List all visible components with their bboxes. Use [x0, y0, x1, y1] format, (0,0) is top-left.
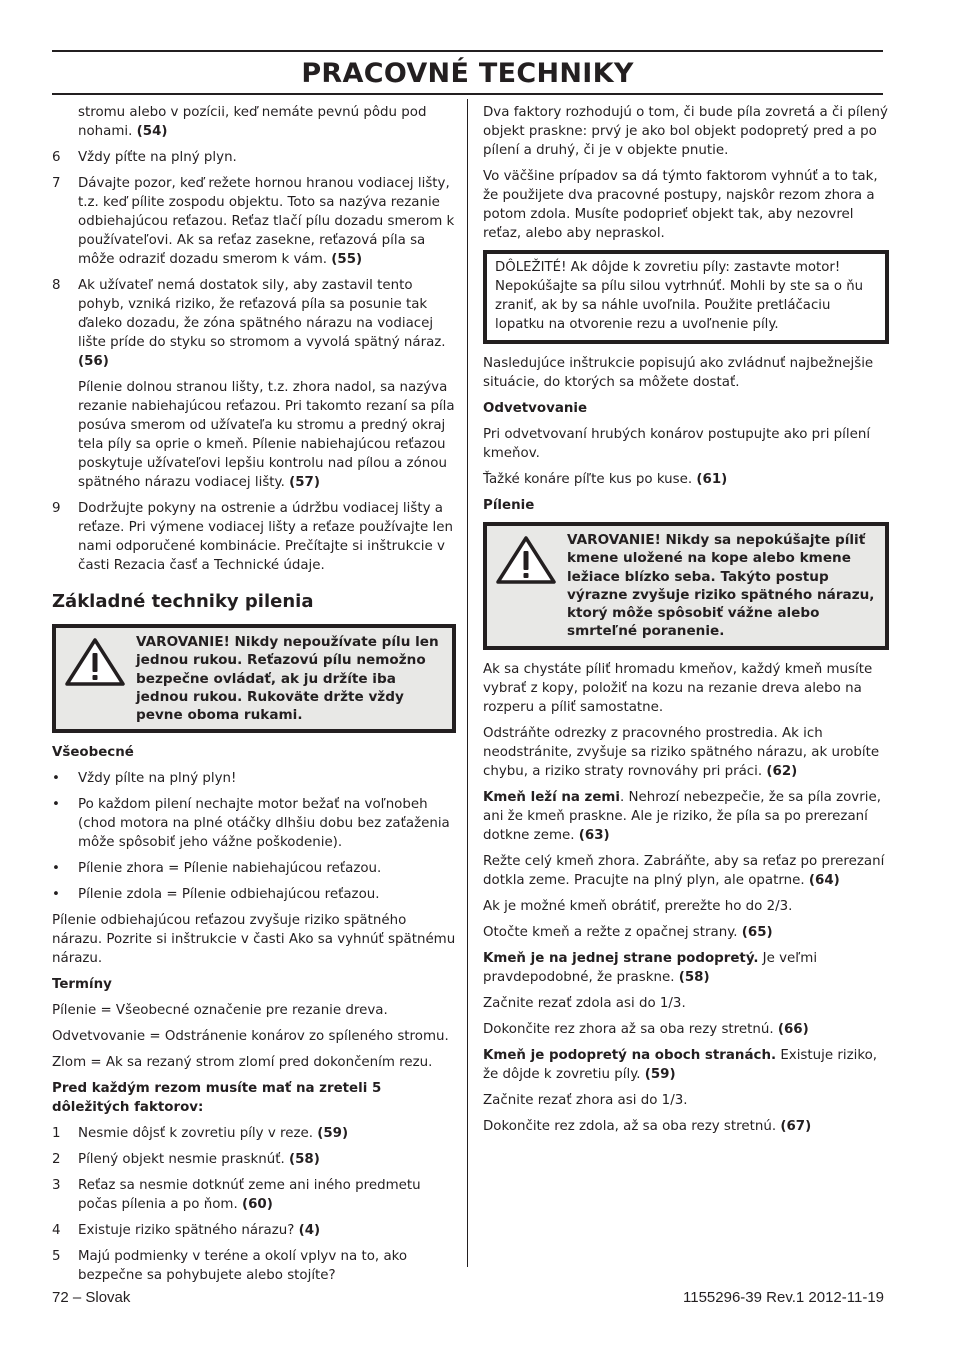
paragraph: Dokončite rez zhora až sa oba rezy stretnú. (66) [483, 1021, 809, 1037]
factor-item: 1 Nesmie dôjsť k zovretiu píly v reze. (59) [52, 1126, 349, 1142]
paragraph: Ak je možné kmeň obrátiť, prerežte ho do 2/3. [483, 898, 793, 914]
term-item: Zlom = Ak sa rezaný strom zlomí pred dokončením rezu. [52, 1055, 433, 1071]
paragraph: Vo väčšine prípadov sa dá týmto faktorom vyhnúť a to tak, že použijete dva pracovné postupy, najskôr rezom zhora a potom zdola. Musíte podoprieť objekt tak, aby nezovrel reťaz, alebo aby nepraskol. [483, 169, 878, 241]
list-item: 6 Vždy píťte na plný plyn. [52, 150, 237, 165]
list-item: 9 Dodržujte pokyny na ostrenie a údržbu vodiacej lišty a reťaze. Pri výmene vodiacej lišty a reťaze používajte len nami odporučené kombinácie. Prečítajte si inštrukcie v časti Rezacia časť a Technické údaje. [52, 501, 453, 573]
warning-box [483, 522, 889, 650]
left-column [52, 103, 456, 1292]
warning-text: VAROVANIE! Nikdy nepoužívate pílu len jednou rukou. Reťazovú pílu nemožno bezpečne ovládať, ak ju držíte iba jednou rukou. Rukoväte držte vždy pevne oboma rukami. [136, 634, 439, 724]
subheading-terms: Termíny [52, 977, 112, 993]
paragraph: Režte celý kmeň zhora. Zabráňte, aby sa reťaz po prerezaní dotkla zeme. Pracujte na plný plyn, ale opatrne. (64) [483, 853, 885, 888]
factor-item: 3 Reťaz sa nesmie dotknúť zeme ani iného predmetu počas pílenia a po ňom. (60) [52, 1178, 421, 1213]
bullet-item: • Pílenie zdola = Pílenie odbiehajúcou reťazou. [52, 887, 380, 903]
section-title: Základné techniky pilenia [52, 591, 314, 612]
paragraph: Pri odvetvovaní hrubých konárov postupujte ako pri pílení kmeňov. [483, 427, 871, 461]
paragraph: Odstráňte odrezky z pracovného prostredia. Ak ich neodstránite, zvyšuje sa riziko spätného nárazu, ak urobíte chybu, a riziko straty rovnováhy pri práci. (62) [483, 725, 880, 779]
subheading-factors: Pred každým rezom musíte mať na zreteli 5 dôležitých faktorov: [52, 1081, 382, 1116]
paragraph: Nasledujúce inštrukcie popisujú ako zvládnuť najbežnejšie situácie, do ktorých sa môžete dostať. [483, 356, 874, 390]
paragraph: Kmeň leží na zemi. Nehrozí nebezpečie, že sa píla zovrie, ani že kmeň praskne. Ale je riziko, že píla sa po prerezaní dotkne zeme. (63) [483, 789, 881, 843]
term-item: Pílenie = Všeobecné označenie pre rezanie dreva. [52, 1003, 388, 1019]
subheading-cutting: Pílenie [483, 498, 535, 513]
warning-triangle-icon [495, 531, 567, 641]
paragraph: Začnite rezať zdola asi do 1/3. [483, 995, 686, 1011]
list-item: 8 Ak užívateľ nemá dostatok sily, aby zastavil tento pohyb, vzniká riziko, že reťazová píla sa posunie tak ďaleko dozadu, že zóna spätného nárazu na vodiacej lište príde do styku so stromom a vyvolá spätný náraz. (56) [52, 278, 446, 369]
paragraph: Ťažké konáre píľte kus po kuse. (61) [483, 472, 728, 487]
paragraph: Kmeň je podopretý na oboch stranách. Existuje riziko, že dôjde k zovretiu píly. (59) [483, 1047, 878, 1082]
document-revision: 1155296-39 Rev.1 2012-11-19 [683, 1289, 884, 1306]
subheading-limbing: Odvetvovanie [483, 401, 588, 416]
right-column [483, 103, 889, 1143]
warning-triangle-icon [64, 633, 136, 724]
factor-item: 2 Pílený objekt nesmie prasknúť. (58) [52, 1152, 320, 1168]
bullet-item: • Po každom pilení nechajte motor bežať na voľnobeh (chod motora na plné otáčky dlhšiu dobu bez zaťaženia môže spôsobiť jeho vážne poškodenie). [52, 797, 450, 851]
factor-item: 4 Existuje riziko spätného nárazu? (4) [52, 1223, 321, 1239]
warning-text: VAROVANIE! Nikdy sa nepokúšajte píliť kmene uložené na kope alebo kmene ležiace blízko seba. Takýto postup výrazne zvyšuje riziko spätného nárazu, ktorý môže spôsobiť vážne alebo smrteľné poranenie. [567, 532, 875, 640]
paragraph: Dva faktory rozhodujú o tom, či bude píla zovretá a či pílený objekt praskne: prvý je ako bol objekt podopretý pred a po pílení a druhý, či je v objekte pnutie. [483, 105, 888, 158]
list-item: 7 Dávajte pozor, keď režete hornou hranou vodiacej lišty, t.z. keď pílite zospodu objektu. Toto sa nazýva rezanie odbiehajúcou reťazou. Reťaz tlačí pílu dozadu smerom k používateľovi. Ak sa reťaz zasekne, reťazová píla sa môže odraziť dozadu smerom k vám. (55) [52, 176, 455, 267]
subheading-general: Všeobecné [52, 745, 134, 761]
warning-box [52, 624, 456, 733]
paragraph: Dokončite rez zdola, až sa oba rezy stretnú. (67) [483, 1118, 812, 1134]
page-title: PRACOVNÉ TECHNIKY [301, 58, 634, 89]
paragraph: Začnite rezať zhora asi do 1/3. [483, 1092, 688, 1108]
paragraph: Kmeň je na jednej strane podopretý. Je veľmi pravdepodobné, že praskne. (58) [483, 950, 818, 985]
bullet-item: • Vždy pílte na plný plyn! [52, 771, 237, 787]
important-box: DÔLEŽITÉ! Ak dôjde k zovretiu píly: zastavte motor! Nepokúšajte sa pílu silou vytrhnúť. Mohli by ste sa o ňu zraniť, ak by sa náhle uvoľnila. Použite pretláčaciu lopatku na otvorenie rezu a uvoľnenie píly. [483, 250, 889, 344]
continued-item: stromu alebo v pozícii, keď nemáte pevnú pôdu pod nohami. (54) [78, 105, 427, 139]
header-bottom-rule [52, 93, 883, 95]
factor-item: 5 Majú podmienky v teréne a okolí vplyv na to, ako bezpečne sa pohybujete alebo stojíte? [52, 1249, 408, 1284]
page-number: 72 – Slovak [52, 1289, 131, 1306]
list-item-extra-paragraph: Pílenie dolnou stranou lišty, t.z. zhora nadol, sa nazýva rezanie nabiehajúcou reťazou. Pri takomto rezaní sa píla posúva smerom od užívateľa ku stromu a predný okraj tela píly sa oprie o kmeň. Pílenie nabiehajúcou reťazou poskytuje užívateľovi lepšiu kontrolu nad pílou a zónou spätného nárazu vodiacej lišty. (57) [78, 380, 455, 490]
kickback-note: Pílenie odbiehajúcou reťazou zvyšuje riziko spätného nárazu. Pozrite si inštrukcie v časti Ako sa vyhnúť spätnému nárazu. [52, 913, 456, 967]
bullet-item: • Pílenie zhora = Pílenie nabiehajúcou reťazou. [52, 861, 382, 877]
header-top-rule [52, 50, 883, 52]
paragraph: Ak sa chystáte píliť hromadu kmeňov, každý kmeň musíte vybrať z kopy, položiť na kozu na rezanie dreva alebo na rozperu a píliť samostatne. [483, 661, 873, 715]
column-divider [467, 99, 468, 1267]
paragraph: Otočte kmeň a režte z opačnej strany. (65) [483, 924, 773, 940]
term-item: Odvetvovanie = Odstránenie konárov zo spíleného stromu. [52, 1029, 449, 1045]
